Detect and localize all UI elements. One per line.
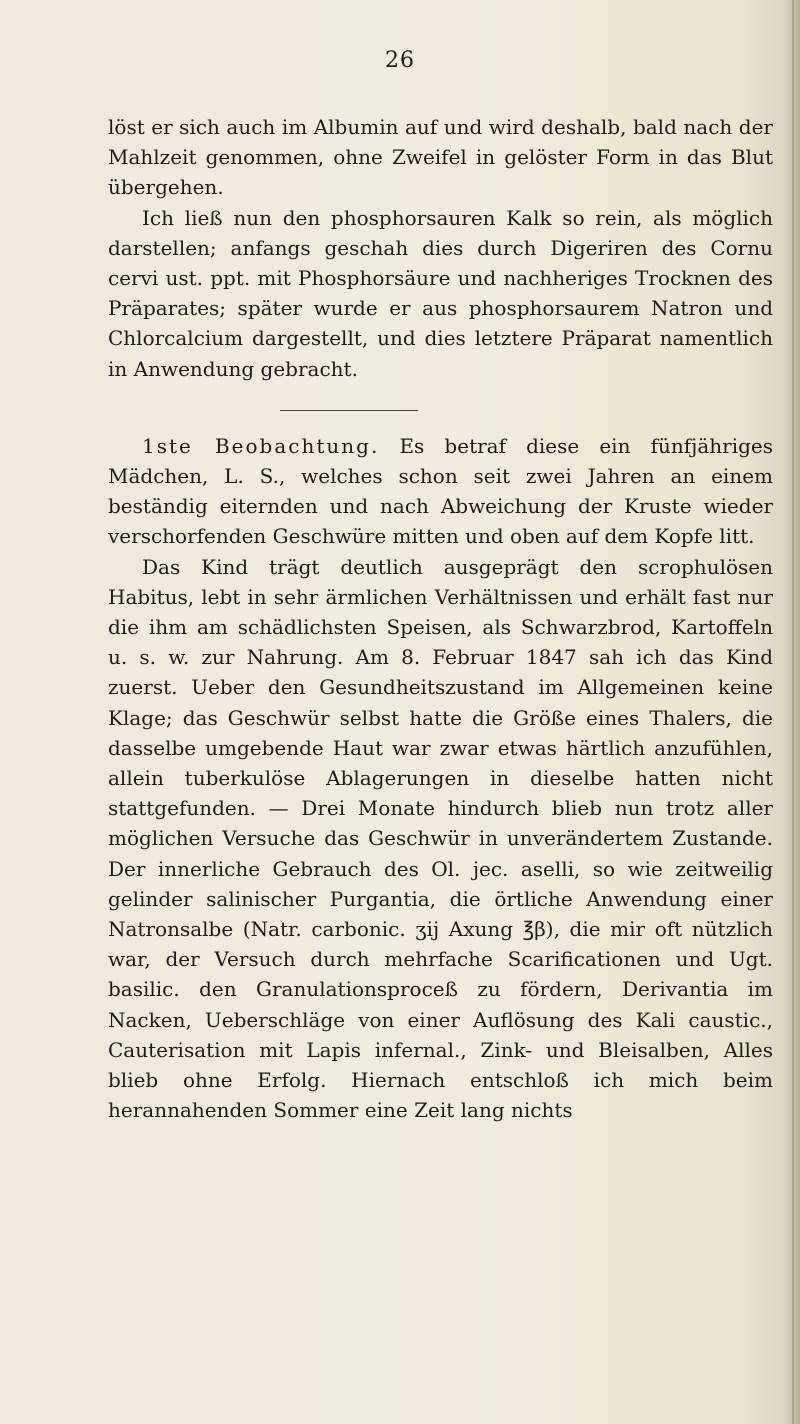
paragraph-1: löst er sich auch im Albumin auf und wird deshalb, bald nach der Mahlzeit genommen, ohne Zweifel in gelöster Form in das Blut übergehen. [108, 115, 773, 200]
observation-paragraph [108, 431, 773, 552]
observation-heading: 1ste Beobachtung. [142, 433, 380, 458]
paragraph-3: Das Kind trägt deutlich ausgeprägt den scrophulösen Habitus, lebt in sehr ärmlichen Verhältnissen und erhält fast nur die ihm am schädlichsten Speisen, als Schwarzbrod, Kartoffeln u. s. w. zur Nahrung. Am 8. Februar 1847 sah ich das Kind zuerst. Ueber den Gesundheitszustand im Allgemeinen keine Klage; das Geschwür selbst hatte die Größe eines Thalers, die dasselbe umgebende Haut war zwar etwas härtlich anzufühlen, allein tuberkulöse Ablagerungen in dieselbe hatten nicht stattgefunden. — Drei Monate hindurch blieb nun trotz aller möglichen Versuche das Geschwür in unverändertem Zustande. Der innerliche Gebrauch des Ol. jec. aselli, so wie zeitweilig gelinder salinischer Purgantia, die örtliche Anwendung einer Natronsalbe (Natr. carbonic. ʒij Axung ℥β), die mir oft nützlich war, der Versuch durch mehrfache Scarificationen und Ugt. basilic. den Granulationsproceß zu fördern, Derivantia im Nacken, Ueberschläge von einer Auflösung des Kali caustic., Cauterisation mit Lapis infernal., Zink- und Bleisalben, Alles blieb ohne Erfolg. Hiernach entschloß ich mich beim herannahenden Sommer eine Zeit lang nichts [108, 554, 773, 1123]
binding-shadow [792, 0, 794, 1424]
body-text [108, 112, 773, 1126]
section-divider [280, 410, 418, 411]
observation-text: Es betraf diese ein fünfjähriges Mädchen, L. S., welches schon seit zwei Jahren an einem beständig eiternden und nach Abweichung der Kruste wieder verschorfenden Geschwüre mitten und oben auf dem Kopfe litt. [108, 433, 774, 549]
paragraph-2: Ich ließ nun den phosphorsauren Kalk so rein, als möglich darstellen; anfangs geschah dies durch Digeriren des Cornu cervi ust. ppt. mit Phosphorsäure und nachheriges Trocknen des Präparates; später wurde er aus phosphorsaurem Natron und Chlorcalcium dargestellt, und dies letztere Präparat namentlich in Anwendung gebracht. [108, 205, 773, 381]
page-number: 26 [385, 48, 415, 73]
page-edge [786, 0, 800, 1424]
